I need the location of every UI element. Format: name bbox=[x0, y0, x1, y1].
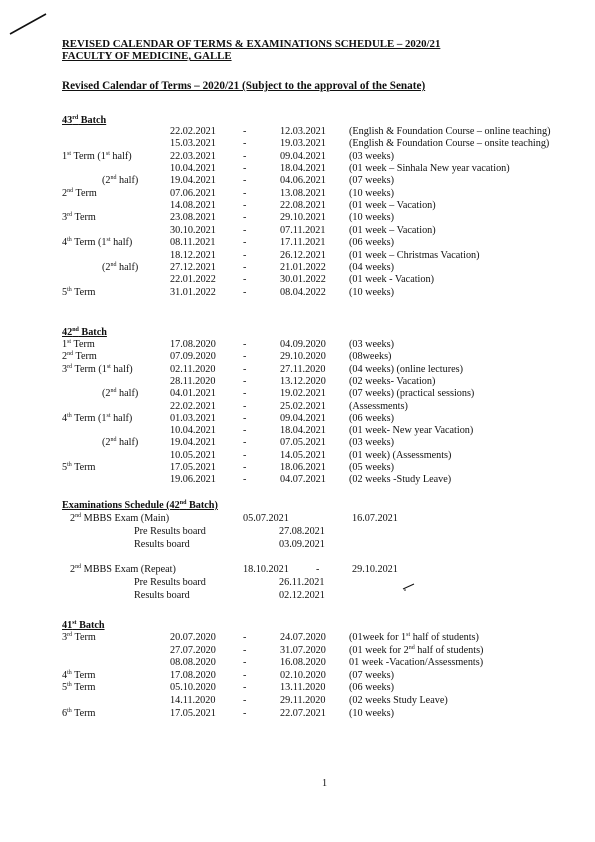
term-label: (2nd half) bbox=[102, 388, 139, 400]
date-end: 13.11.2020 bbox=[280, 682, 326, 694]
date-start: 22.01.2022 bbox=[170, 274, 216, 286]
date-end: 18.06.2021 bbox=[280, 462, 326, 473]
date-end: 12.03.2021 bbox=[280, 126, 326, 137]
period-note: (06 weeks) bbox=[349, 237, 394, 249]
period-note: (01 week - Vacation) bbox=[349, 274, 434, 286]
exam-repeat-results-label: Results board bbox=[134, 590, 190, 601]
date-dash: - bbox=[243, 375, 247, 387]
date-end: 16.08.2020 bbox=[280, 657, 326, 669]
pen-stroke-mark bbox=[8, 4, 48, 38]
batch-42-heading: 42nd Batch bbox=[62, 327, 107, 338]
term-label: 2nd Term bbox=[62, 351, 97, 363]
period-note: (01 week – Sinhala New year vacation) bbox=[349, 163, 510, 175]
date-end: 08.04.2022 bbox=[280, 286, 326, 298]
date-dash: - bbox=[243, 363, 247, 375]
date-dash: - bbox=[243, 163, 247, 175]
date-start: 10.04.2021 bbox=[170, 163, 216, 175]
date-end: 22.07.2021 bbox=[280, 707, 326, 719]
pen-tick-mark bbox=[402, 582, 416, 592]
date-dash: - bbox=[243, 474, 247, 486]
date-end: 29.10.2021 bbox=[280, 212, 326, 224]
period-note: (01week for 1st half of students) bbox=[349, 632, 479, 643]
date-start: 08.08.2020 bbox=[170, 657, 216, 669]
period-note: (10 weeks) bbox=[349, 286, 394, 298]
term-label: 3rd Term bbox=[62, 632, 96, 643]
exam-main-pre-label: Pre Results board bbox=[134, 526, 206, 537]
exam-repeat-dash: - bbox=[316, 564, 320, 575]
exam-main-end: 16.07.2021 bbox=[352, 513, 398, 524]
exam-main-pre-date: 27.08.2021 bbox=[279, 526, 325, 537]
exam-repeat-results-date: 02.12.2021 bbox=[279, 590, 325, 601]
date-end: 27.11.2020 bbox=[280, 363, 326, 375]
term-label: (2nd half) bbox=[102, 437, 139, 449]
date-start: 17.05.2021 bbox=[170, 462, 216, 473]
period-note: (02 weeks -Study Leave) bbox=[349, 474, 452, 486]
date-end: 04.06.2021 bbox=[280, 175, 326, 187]
date-dash: - bbox=[243, 150, 247, 162]
term-label: 1st Term (1st half) bbox=[62, 150, 132, 162]
batch-41-heading: 41st Batch bbox=[62, 620, 105, 631]
date-dash: - bbox=[243, 351, 247, 363]
exam-repeat-pre-date: 26.11.2021 bbox=[279, 577, 325, 588]
period-note: (03 weeks) bbox=[349, 339, 394, 350]
date-dash: - bbox=[243, 126, 247, 137]
term-label: 5th Term bbox=[62, 286, 96, 298]
date-end: 18.04.2021 bbox=[280, 425, 326, 437]
date-end: 04.09.2020 bbox=[280, 339, 326, 350]
date-start: 22.02.2021 bbox=[170, 126, 216, 137]
date-start: 07.06.2021 bbox=[170, 187, 216, 199]
term-label: 5th Term bbox=[62, 682, 96, 694]
page-number: 1 bbox=[322, 778, 328, 789]
date-end: 19.03.2021 bbox=[280, 138, 326, 150]
date-dash: - bbox=[243, 187, 247, 199]
date-start: 28.11.2020 bbox=[170, 375, 216, 387]
date-dash: - bbox=[243, 412, 247, 424]
date-start: 07.09.2020 bbox=[170, 351, 216, 363]
period-note: (06 weeks) bbox=[349, 682, 394, 694]
date-start: 01.03.2021 bbox=[170, 412, 216, 424]
date-dash: - bbox=[243, 200, 247, 212]
date-start: 22.03.2021 bbox=[170, 150, 216, 162]
term-label: 1st Term bbox=[62, 339, 95, 350]
term-label: 3rd Term (1st half) bbox=[62, 363, 133, 375]
exam-repeat-start: 18.10.2021 bbox=[243, 564, 289, 575]
date-dash: - bbox=[243, 175, 247, 187]
date-start: 23.08.2021 bbox=[170, 212, 216, 224]
date-start: 18.12.2021 bbox=[170, 249, 216, 261]
date-dash: - bbox=[243, 707, 247, 719]
date-end: 29.11.2020 bbox=[280, 695, 326, 706]
term-label: 3rd Term bbox=[62, 212, 96, 224]
date-dash: - bbox=[243, 224, 247, 236]
date-start: 17.08.2020 bbox=[170, 339, 216, 350]
term-label: (2nd half) bbox=[102, 261, 139, 273]
document-title: REVISED CALENDAR OF TERMS & EXAMINATIONS SCHEDULE – 2020/21 bbox=[62, 38, 441, 50]
date-start: 10.05.2021 bbox=[170, 449, 216, 461]
exam-repeat-pre-label: Pre Results board bbox=[134, 577, 206, 588]
date-start: 14.08.2021 bbox=[170, 200, 216, 212]
date-end: 17.11.2021 bbox=[280, 237, 326, 249]
date-dash: - bbox=[243, 644, 247, 656]
exam-main-results-date: 03.09.2021 bbox=[279, 539, 325, 550]
date-start: 14.11.2020 bbox=[170, 695, 216, 706]
date-dash: - bbox=[243, 249, 247, 261]
date-end: 24.07.2020 bbox=[280, 632, 326, 643]
period-note: (Assessments) bbox=[349, 400, 408, 412]
date-end: 25.02.2021 bbox=[280, 400, 326, 412]
date-end: 14.05.2021 bbox=[280, 449, 326, 461]
term-label: 5th Term bbox=[62, 462, 96, 473]
date-dash: - bbox=[243, 682, 247, 694]
period-note: (03 weeks) bbox=[349, 150, 394, 162]
exam-schedule-heading: Examinations Schedule (42nd Batch) bbox=[62, 500, 218, 511]
date-start: 31.01.2022 bbox=[170, 286, 216, 298]
date-end: 18.04.2021 bbox=[280, 163, 326, 175]
period-note: (10 weeks) bbox=[349, 187, 394, 199]
date-dash: - bbox=[243, 261, 247, 273]
period-note: (04 weeks) (online lectures) bbox=[349, 363, 463, 375]
date-end: 19.02.2021 bbox=[280, 388, 326, 400]
period-note: (04 weeks) bbox=[349, 261, 394, 273]
date-end: 21.01.2022 bbox=[280, 261, 326, 273]
date-start: 19.04.2021 bbox=[170, 175, 216, 187]
date-dash: - bbox=[243, 339, 247, 350]
period-note: (10 weeks) bbox=[349, 707, 394, 719]
period-note: (01 week – Vacation) bbox=[349, 200, 436, 212]
period-note: (01 week – Vacation) bbox=[349, 224, 436, 236]
date-end: 31.07.2020 bbox=[280, 644, 326, 656]
date-end: 13.12.2020 bbox=[280, 375, 326, 387]
period-note: 01 week -Vacation/Assessments) bbox=[349, 657, 484, 669]
date-dash: - bbox=[243, 237, 247, 249]
date-dash: - bbox=[243, 425, 247, 437]
period-note: (01 week – Christmas Vacation) bbox=[349, 249, 480, 261]
period-note: (02 weeks- Vacation) bbox=[349, 375, 436, 387]
date-start: 30.10.2021 bbox=[170, 224, 216, 236]
period-note: (03 weeks) bbox=[349, 437, 394, 449]
date-end: 29.10.2020 bbox=[280, 351, 326, 363]
date-end: 02.10.2020 bbox=[280, 669, 326, 681]
exam-main-results-label: Results board bbox=[134, 539, 190, 550]
period-note: (01 week- New year Vacation) bbox=[349, 425, 474, 437]
calendar-subtitle: Revised Calendar of Terms – 2020/21 (Subject to the approval of the Senate) bbox=[62, 80, 426, 92]
period-note: (07 weeks) bbox=[349, 175, 394, 187]
period-note: (English & Foundation Course – online teaching) bbox=[349, 126, 551, 137]
exam-repeat-end: 29.10.2021 bbox=[352, 564, 398, 575]
date-end: 13.08.2021 bbox=[280, 187, 326, 199]
date-start: 19.04.2021 bbox=[170, 437, 216, 449]
date-dash: - bbox=[243, 632, 247, 643]
term-label: 4th Term (1st half) bbox=[62, 237, 133, 249]
period-note: (01 week for 2nd half of students) bbox=[349, 644, 484, 656]
date-start: 02.11.2020 bbox=[170, 363, 216, 375]
date-end: 26.12.2021 bbox=[280, 249, 326, 261]
date-end: 07.05.2021 bbox=[280, 437, 326, 449]
date-start: 27.07.2020 bbox=[170, 644, 216, 656]
date-start: 08.11.2021 bbox=[170, 237, 216, 249]
exam-repeat-name: 2nd MBBS Exam (Repeat) bbox=[70, 564, 176, 575]
date-start: 17.08.2020 bbox=[170, 669, 216, 681]
period-note: (07 weeks) bbox=[349, 669, 394, 681]
date-start: 17.05.2021 bbox=[170, 707, 216, 719]
date-dash: - bbox=[243, 286, 247, 298]
term-label: 4th Term bbox=[62, 669, 96, 681]
batch-43-heading: 43rd Batch bbox=[62, 115, 107, 126]
date-start: 05.10.2020 bbox=[170, 682, 216, 694]
date-dash: - bbox=[243, 212, 247, 224]
term-label: 6th Term bbox=[62, 707, 96, 719]
date-dash: - bbox=[243, 669, 247, 681]
date-end: 07.11.2021 bbox=[280, 224, 326, 236]
date-dash: - bbox=[243, 437, 247, 449]
date-dash: - bbox=[243, 695, 247, 706]
date-end: 22.08.2021 bbox=[280, 200, 326, 212]
period-note: (English & Foundation Course – onsite teaching) bbox=[349, 138, 550, 150]
date-end: 09.04.2021 bbox=[280, 412, 326, 424]
date-dash: - bbox=[243, 400, 247, 412]
exam-main-start: 05.07.2021 bbox=[243, 513, 289, 524]
period-note: (01 week) (Assessments) bbox=[349, 449, 452, 461]
date-end: 09.04.2021 bbox=[280, 150, 326, 162]
period-note: (02 weeks Study Leave) bbox=[349, 695, 448, 706]
date-start: 20.07.2020 bbox=[170, 632, 216, 643]
period-note: (06 weeks) bbox=[349, 412, 394, 424]
date-start: 10.04.2021 bbox=[170, 425, 216, 437]
date-end: 04.07.2021 bbox=[280, 474, 326, 486]
term-label: (2nd half) bbox=[102, 175, 139, 187]
date-dash: - bbox=[243, 388, 247, 400]
date-start: 27.12.2021 bbox=[170, 261, 216, 273]
period-note: (05 weeks) bbox=[349, 462, 394, 473]
date-dash: - bbox=[243, 138, 247, 150]
term-label: 4th Term (1st half) bbox=[62, 412, 133, 424]
exam-main-name: 2nd MBBS Exam (Main) bbox=[70, 513, 170, 524]
date-dash: - bbox=[243, 449, 247, 461]
date-start: 04.01.2021 bbox=[170, 388, 216, 400]
date-dash: - bbox=[243, 274, 247, 286]
period-note: (08weeks) bbox=[349, 351, 392, 363]
date-end: 30.01.2022 bbox=[280, 274, 326, 286]
term-label: 2nd Term bbox=[62, 187, 97, 199]
date-start: 22.02.2021 bbox=[170, 400, 216, 412]
date-start: 15.03.2021 bbox=[170, 138, 216, 150]
period-note: (07 weeks) (practical sessions) bbox=[349, 388, 475, 400]
date-dash: - bbox=[243, 462, 247, 473]
period-note: (10 weeks) bbox=[349, 212, 394, 224]
faculty-name: FACULTY OF MEDICINE, GALLE bbox=[62, 50, 232, 62]
date-dash: - bbox=[243, 657, 247, 669]
date-start: 19.06.2021 bbox=[170, 474, 216, 486]
